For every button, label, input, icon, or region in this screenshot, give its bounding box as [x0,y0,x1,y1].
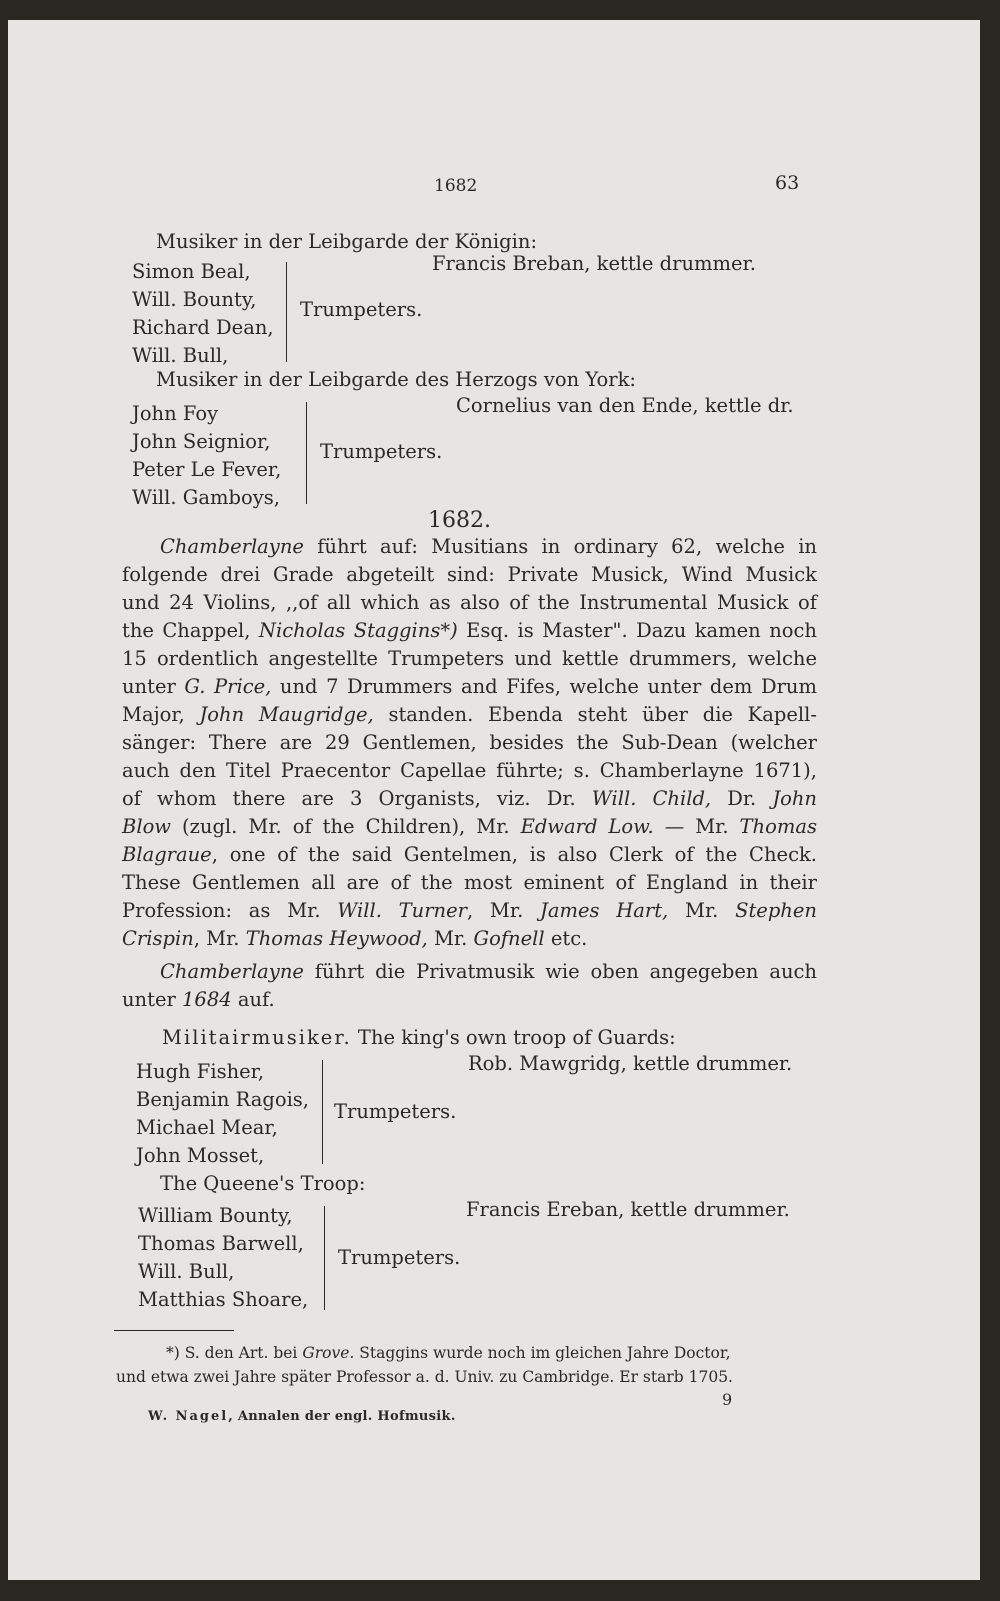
block4-name: Thomas Barwell, [138,1232,304,1255]
block3-name: Hugh Fisher, [136,1060,265,1083]
block1-brace [276,262,287,362]
block1-name: Will. Bull, [132,344,229,367]
para1-line: und 24 Violins, ,,of all which as also of the Instrumental Musick of [122,591,817,614]
block2-heading: Musiker in der Leibgarde des Herzogs von York: [156,368,636,391]
para1-line: 15 ordentlich angestellte Trumpeters und kettle drummers, welche [122,647,817,670]
para1-line: the Chappel, Nicholas Staggins*) Esq. is Master". Dazu kamen noch [122,619,817,642]
block1-name: Simon Beal, [132,260,251,283]
block4-brace [314,1206,325,1310]
footnote-line: *) S. den Art. bei Grove. Staggins wurde noch im gleichen Jahre Doctor, [166,1344,731,1362]
para1-line: sänger: There are 29 Gentlemen, besides the Sub-Dean (welcher [122,731,817,754]
para1-line: Blow (zugl. Mr. of the Children), Mr. Edward Low. — Mr. Thomas [122,815,817,838]
block2-name: Peter Le Fever, [132,458,282,481]
para1-line: These Gentlemen all are of the most eminent of England in their [122,871,817,894]
block3-name: John Mosset, [136,1144,265,1167]
para1-line: auch den Titel Praecentor Capellae führte; s. Chamberlayne 1671), [122,759,817,782]
block4-name: Will. Bull, [138,1260,235,1283]
para1-line: Major, John Maugridge, standen. Ebenda steht über die Kapell- [122,703,817,726]
para2-line: Chamberlayne führt die Privatmusik wie oben angegeben auch [160,960,817,983]
para1-line: Crispin, Mr. Thomas Heywood, Mr. Gofnell etc. [122,927,588,950]
block4-side-note: Francis Ereban, kettle drummer. [466,1198,790,1221]
para1-line: unter G. Price, und 7 Drummers and Fifes, welche unter dem Drum [122,675,817,698]
block1-heading: Musiker in der Leibgarde der Königin: [156,230,538,253]
para2-line: unter 1684 auf. [122,988,275,1011]
footnote-separator [114,1330,234,1331]
section-year: 1682. [428,508,491,533]
block3-name: Michael Mear, [136,1116,278,1139]
para1-line: Profession: as Mr. Will. Turner, Mr. James Hart, Mr. Stephen [122,899,817,922]
signature-line: W. Nagel, Annalen der engl. Hofmusik. [148,1409,456,1424]
footnote-line: und etwa zwei Jahre später Professor a. d. Univ. zu Cambridge. Er starb 1705. [116,1368,733,1386]
para1-line: folgende drei Grade abgeteilt sind: Private Musick, Wind Musick [122,563,817,586]
block4-name: Matthias Shoare, [138,1288,309,1311]
signature-mark: 9 [722,1390,733,1409]
block1-role: Trumpeters. [300,298,423,321]
block3-name: Benjamin Ragois, [136,1088,310,1111]
militair-heading: Militairmusiker. The king's own troop of Guards: [162,1026,676,1049]
block2-role: Trumpeters. [320,440,443,463]
block3-role: Trumpeters. [334,1100,457,1123]
para1-line: Blagraue, one of the said Gentelmen, is also Clerk of the Check. [122,843,817,866]
block1-side-note: Francis Breban, kettle drummer. [432,252,756,275]
block3-brace [312,1060,323,1164]
block2-side-note: Cornelius van den Ende, kettle dr. [456,394,794,417]
block4-role: Trumpeters. [338,1246,461,1269]
block3-side-note: Rob. Mawgridg, kettle drummer. [468,1052,793,1075]
block1-name: Richard Dean, [132,316,274,339]
block4-heading: The Queene's Troop: [160,1172,366,1195]
block2-name: John Foy [132,402,219,425]
block2-brace [296,402,307,504]
block2-name: Will. Gamboys, [132,486,280,509]
para1-line: of whom there are 3 Organists, viz. Dr. Will. Child, Dr. John [122,787,817,810]
block2-name: John Seignior, [132,430,271,453]
running-title: 1682 [434,176,478,196]
page-number: 63 [775,172,800,194]
para1-line: Chamberlayne führt auf: Musitians in ordinary 62, welche in [160,535,817,558]
block1-name: Will. Bounty, [132,288,257,311]
block4-name: William Bounty, [138,1204,293,1227]
